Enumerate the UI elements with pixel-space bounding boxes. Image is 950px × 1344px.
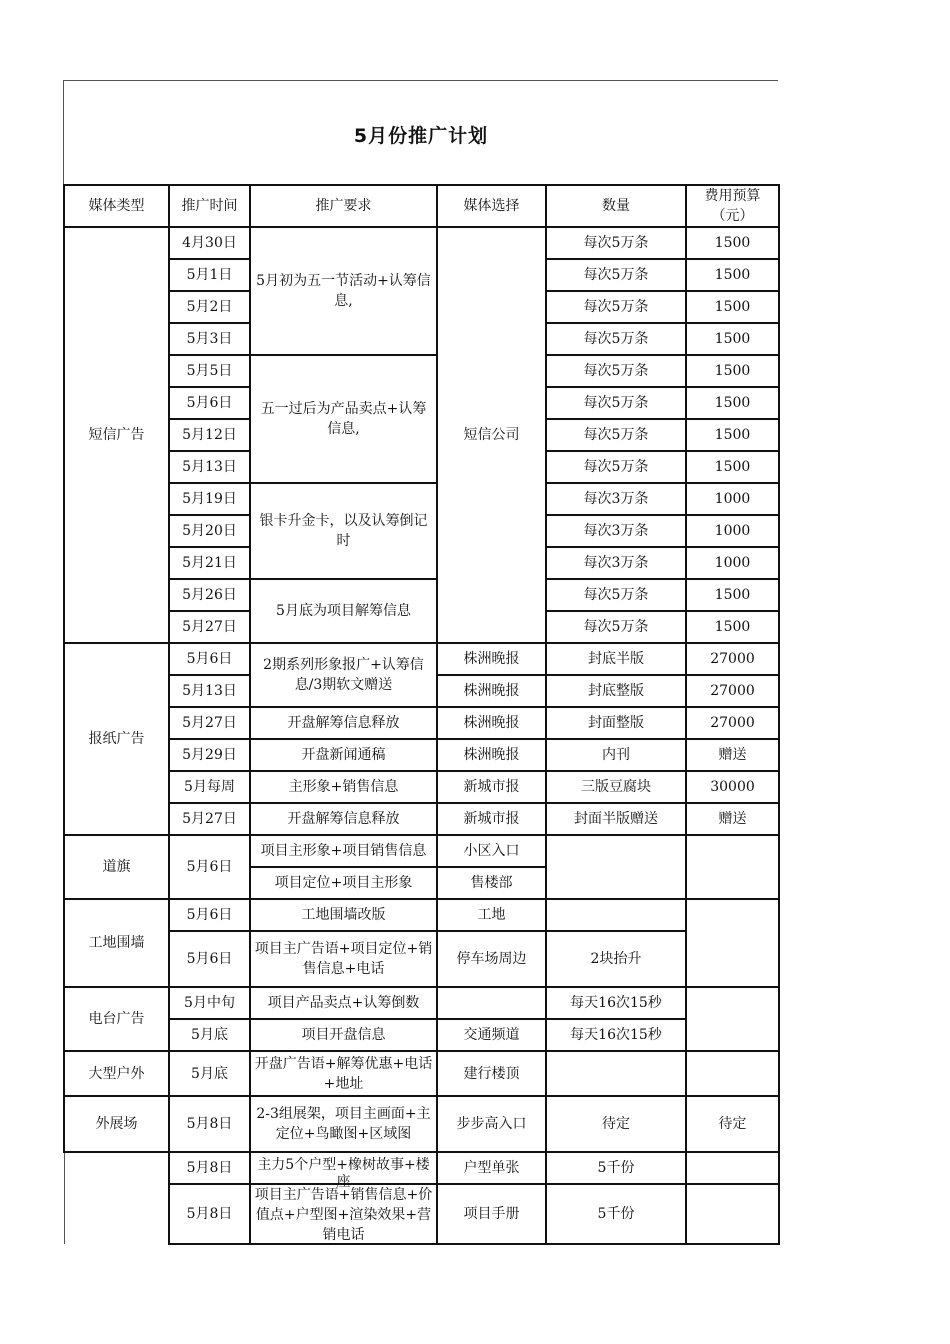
cell-qty: 待定 <box>546 1096 686 1152</box>
cell-media: 售楼部 <box>437 867 546 899</box>
cell-qty: 每次5万条 <box>546 419 686 451</box>
cell-qty: 每次5万条 <box>546 259 686 291</box>
cell-qty: 每次5万条 <box>546 323 686 355</box>
cell-date: 5月27日 <box>169 707 250 739</box>
cell-date: 5月5日 <box>169 355 250 387</box>
header-row <box>64 185 779 227</box>
cell-req: 开盘广告语+解筹优惠+电话+地址 <box>250 1051 437 1096</box>
cell-date: 5月6日 <box>169 899 250 931</box>
cell-media-type-hoarding: 工地围墙 <box>64 899 169 987</box>
cell-date: 5月底 <box>169 1019 250 1051</box>
cell-media <box>437 987 546 1019</box>
cell-cost: 30000 <box>686 771 779 803</box>
cell-req: 五一过后为产品卖点+认筹信息, <box>250 355 437 483</box>
cell-qty: 封面整版 <box>546 707 686 739</box>
promotion-plan-table <box>63 184 780 1245</box>
cell-req: 5月初为五一节活动+认筹信息, <box>250 227 437 355</box>
cell-cost: 待定 <box>686 1096 779 1152</box>
cell-cost: 1500 <box>686 579 779 611</box>
cell-date: 5月8日 <box>169 1096 250 1152</box>
cell-qty: 每次5万条 <box>546 387 686 419</box>
cell-qty: 5千份 <box>546 1152 686 1184</box>
cell-date: 5月每周 <box>169 771 250 803</box>
cell-qty: 每次3万条 <box>546 483 686 515</box>
cell-date: 5月21日 <box>169 547 250 579</box>
cell-date: 5月29日 <box>169 739 250 771</box>
header-media-type: 媒体类型 <box>64 185 169 227</box>
header-promo-time: 推广时间 <box>169 185 250 227</box>
cell-req <box>250 1184 437 1244</box>
cell-req: 开盘新闻通稿 <box>250 739 437 771</box>
cell-media-type-sms: 短信广告 <box>64 227 169 643</box>
cell-media-type-newspaper: 报纸广告 <box>64 643 169 835</box>
page-title: 5月份推广计划 <box>353 125 489 147</box>
cell-media: 建行楼顶 <box>437 1051 546 1096</box>
cell-media: 株洲晚报 <box>437 675 546 707</box>
table-row <box>64 1051 779 1096</box>
cell-date: 5月1日 <box>169 259 250 291</box>
cell-qty: 每天16次15秒 <box>546 1019 686 1051</box>
cell-req-text: 项目主广告语+销售信息+价值点+户型图+渲染效果+营销电话 <box>254 1187 433 1243</box>
cell-cost: 1000 <box>686 483 779 515</box>
cell-date: 5月3日 <box>169 323 250 355</box>
cell-media: 户型单张 <box>437 1152 546 1184</box>
table-row <box>64 803 779 835</box>
cell-cost: 1500 <box>686 451 779 483</box>
header-promo-req: 推广要求 <box>250 185 437 227</box>
header-budget: 费用预算（元） <box>686 185 779 227</box>
cell-req: 2期系列形象报广+认筹信息/3期软文赠送 <box>250 643 437 707</box>
cell-date: 5月2日 <box>169 291 250 323</box>
cell-qty: 封底半版 <box>546 643 686 675</box>
table-row <box>64 771 779 803</box>
header-media-choice: 媒体选择 <box>437 185 546 227</box>
cell-cost-empty <box>686 899 779 987</box>
table-row <box>64 1019 779 1051</box>
cell-cost: 1500 <box>686 387 779 419</box>
cell-cost-empty <box>686 1152 779 1184</box>
cell-date: 5月6日 <box>169 387 250 419</box>
cell-media: 交通频道 <box>437 1019 546 1051</box>
cell-qty: 每次5万条 <box>546 451 686 483</box>
cell-media: 停车场周边 <box>437 931 546 987</box>
cell-cost: 1500 <box>686 227 779 259</box>
cell-qty: 2块抬升 <box>546 931 686 987</box>
cell-req: 5月底为项目解筹信息 <box>250 579 437 643</box>
cell-cost: 1000 <box>686 515 779 547</box>
table-row <box>64 739 779 771</box>
cell-req: 银卡升金卡，以及认筹倒记时 <box>250 483 437 579</box>
table-row <box>64 643 779 675</box>
cell-qty: 每次5万条 <box>546 227 686 259</box>
cell-req: 项目定位+项目主形象 <box>250 867 437 899</box>
table-row <box>64 1184 779 1244</box>
cell-qty: 每次5万条 <box>546 579 686 611</box>
table-row <box>64 579 779 611</box>
cell-media: 项目手册 <box>437 1184 546 1244</box>
cell-qty: 每天16次15秒 <box>546 987 686 1019</box>
cell-req: 2-3组展架，项目主画面+主定位+鸟瞰图+区域图 <box>250 1096 437 1152</box>
cell-cost-empty <box>686 1051 779 1096</box>
header-quantity: 数量 <box>546 185 686 227</box>
cell-media: 新城市报 <box>437 771 546 803</box>
cell-qty: 每次5万条 <box>546 611 686 643</box>
table-row <box>64 931 779 987</box>
cell-media-type-print <box>64 1152 169 1244</box>
cell-qty: 内刊 <box>546 739 686 771</box>
cell-qty-empty <box>546 1051 686 1096</box>
cell-date: 5月中旬 <box>169 987 250 1019</box>
table-row <box>64 355 779 387</box>
cell-req: 项目开盘信息 <box>250 1019 437 1051</box>
cell-cost-empty <box>686 987 779 1051</box>
cell-req: 项目产品卖点+认筹倒数 <box>250 987 437 1019</box>
table-row <box>64 835 779 867</box>
cell-media: 小区入口 <box>437 835 546 867</box>
cell-qty: 每次3万条 <box>546 547 686 579</box>
cell-date: 5月19日 <box>169 483 250 515</box>
table-row <box>64 1096 779 1152</box>
cell-qty: 封底整版 <box>546 675 686 707</box>
table-row <box>64 707 779 739</box>
cell-media-type-radio: 电台广告 <box>64 987 169 1051</box>
cell-media-type-outdoor: 大型户外 <box>64 1051 169 1096</box>
cell-cost: 1500 <box>686 323 779 355</box>
table-row <box>64 1152 779 1184</box>
cell-media: 步步高入口 <box>437 1096 546 1152</box>
cell-date: 5月13日 <box>169 451 250 483</box>
cell-req: 工地围墙改版 <box>250 899 437 931</box>
cell-cost-empty <box>686 835 779 899</box>
promotion-sheet <box>63 80 778 1245</box>
cell-date: 5月13日 <box>169 675 250 707</box>
cell-media: 工地 <box>437 899 546 931</box>
cell-cost: 赠送 <box>686 803 779 835</box>
cell-cost: 27000 <box>686 707 779 739</box>
cell-qty-empty <box>546 835 686 899</box>
cell-media: 新城市报 <box>437 803 546 835</box>
title-block <box>63 80 778 184</box>
cell-date: 5月6日 <box>169 931 250 987</box>
cell-media-type-flags: 道旗 <box>64 835 169 899</box>
cell-date: 5月26日 <box>169 579 250 611</box>
table-row <box>64 987 779 1019</box>
cell-date: 5月底 <box>169 1051 250 1096</box>
cell-cost: 27000 <box>686 643 779 675</box>
cell-date: 4月30日 <box>169 227 250 259</box>
cell-req-text: 项目主形象+项目销售信息 <box>260 842 427 859</box>
cell-cost: 1500 <box>686 611 779 643</box>
cell-qty: 封面半版赠送 <box>546 803 686 835</box>
cell-date: 5月12日 <box>169 419 250 451</box>
cell-req: 项目主广告语+项目定位+销售信息+电话 <box>250 931 437 987</box>
cell-date: 5月6日 <box>169 835 250 899</box>
cell-media: 株洲晚报 <box>437 739 546 771</box>
cell-cost-empty <box>686 1184 779 1244</box>
cell-req: 主形象+销售信息 <box>250 771 437 803</box>
cell-media-type-expo: 外展场 <box>64 1096 169 1152</box>
cell-cost: 1500 <box>686 291 779 323</box>
cell-date: 5月6日 <box>169 643 250 675</box>
table-row <box>64 227 779 259</box>
cell-date: 5月27日 <box>169 803 250 835</box>
cell-cost: 27000 <box>686 675 779 707</box>
cell-cost: 1500 <box>686 419 779 451</box>
table-row <box>64 899 779 931</box>
cell-qty: 每次5万条 <box>546 355 686 387</box>
cell-cost: 赠送 <box>686 739 779 771</box>
cell-req: 开盘解筹信息释放 <box>250 803 437 835</box>
cell-qty: 每次5万条 <box>546 291 686 323</box>
cell-date: 5月8日 <box>169 1184 250 1244</box>
cell-date: 5月8日 <box>169 1152 250 1184</box>
cell-qty: 每次3万条 <box>546 515 686 547</box>
cell-media-sms: 短信公司 <box>437 227 546 643</box>
cell-date: 5月27日 <box>169 611 250 643</box>
cell-date: 5月20日 <box>169 515 250 547</box>
cell-cost: 1000 <box>686 547 779 579</box>
cell-media: 株洲晚报 <box>437 707 546 739</box>
cell-qty: 5千份 <box>546 1184 686 1244</box>
cell-qty <box>546 899 686 931</box>
table-row <box>64 483 779 515</box>
cell-req-text: 主力5个户型+橡树故事+楼座 <box>257 1157 430 1190</box>
cell-qty: 三版豆腐块 <box>546 771 686 803</box>
cell-req: 开盘解筹信息释放 <box>250 707 437 739</box>
cell-cost: 1500 <box>686 259 779 291</box>
cell-media: 株洲晚报 <box>437 643 546 675</box>
cell-req <box>250 835 437 867</box>
cell-cost: 1500 <box>686 355 779 387</box>
cell-req <box>250 1152 437 1190</box>
